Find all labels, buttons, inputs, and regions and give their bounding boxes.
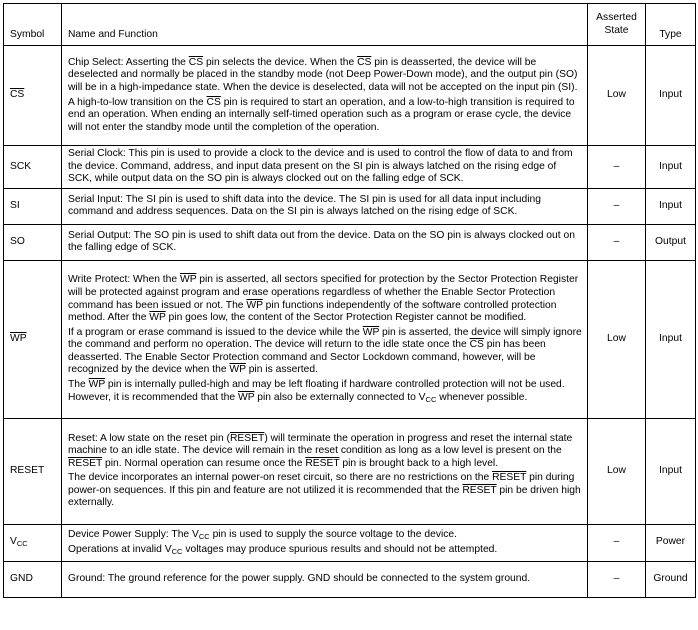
active-low-signal: $\overline{CS}$	[188, 56, 204, 68]
active-low-signal: RESET	[492, 472, 527, 484]
pin-type-cell: Input	[646, 46, 696, 146]
pin-type-cell: Input	[646, 146, 696, 189]
text-run: The device incorporates an internal power-on reset circuit, so there are no restrictions on the	[68, 472, 493, 484]
pin-description-table-container	[3, 3, 695, 598]
text-run: ) will terminate the operation in progress and reset the internal state machine to an idle state. The device will remain in the reset condition as long as a low level is present on the	[68, 432, 573, 457]
active-low-signal: $\overline{WP}$	[179, 274, 197, 286]
text-run: pin is required to start an operation, and a low-to-high transition is required to end an operation. When ending an internally self-timed operation such as a program or erase cycle, the device will not enter the standby mode until the completion of the operation.	[68, 96, 575, 133]
pin-symbol-cell	[4, 418, 62, 524]
active-low-signal: $\overline{CS}$	[357, 56, 372, 68]
asserted-state-cell: –	[588, 561, 646, 597]
active-low-signal: RESET	[229, 432, 265, 444]
asserted-state-cell: Low	[588, 260, 646, 418]
text-run: If a program or erase command is issued to the device while the	[68, 326, 363, 338]
function-paragraph	[68, 433, 582, 471]
subscript-text: CC	[16, 539, 28, 549]
pin-type-cell: Output	[646, 224, 696, 260]
text-run: pin has been deasserted. The Enable Sector Protection command and Sector Lockdown command, however, will be recognized by the device when the	[68, 339, 546, 376]
active-low-signal: $\overline{WP}$	[10, 332, 27, 344]
header-name-and-function: Name and Function	[62, 4, 588, 46]
asserted-state-cell: –	[588, 224, 646, 260]
active-low-signal: RESET	[305, 457, 340, 469]
asserted-state-cell: Low	[588, 46, 646, 146]
function-paragraph	[68, 148, 582, 186]
pin-type-cell: Power	[646, 524, 696, 561]
pin-function-cell	[62, 224, 588, 260]
text-run: pin is asserted, all sectors specified for protection by the Sector Protection Register will be protected against program and erase operations regardless of whether the Enable Sector Protection command has been issued or not. The	[68, 274, 579, 311]
pin-type-cell: Input	[646, 418, 696, 524]
pin-symbol-cell	[4, 224, 62, 260]
text-run: Serial Input: The SI pin is used to shift data into the device. The SI pin is used for all data input including command and address sequences. Data on the SI pin is always latched on the rising edge of SCK.	[68, 193, 541, 218]
pin-symbol-cell	[4, 561, 62, 597]
text-run: pin is internally pulled-high and may be left floating if hardware controlled protection will not be used. However, it is recommended that the	[68, 379, 565, 403]
text-run: A high-to-low transition on the	[68, 96, 207, 108]
function-paragraph	[68, 472, 582, 510]
subscript-text: CC	[425, 394, 437, 404]
asserted-state-cell: Low	[588, 418, 646, 524]
text-run: pin also be externally connected to V	[254, 391, 426, 403]
active-low-signal: $\overline{CS}$	[206, 96, 221, 108]
text-run: GND	[10, 572, 33, 584]
text-run: pin is used to supply the source voltage to the device.	[209, 529, 457, 541]
pin-symbol-cell	[4, 46, 62, 146]
text-run: pin selects the device. When the	[203, 56, 358, 68]
subscript-text: CC	[198, 532, 210, 542]
table-row	[4, 260, 696, 418]
table-body	[4, 4, 696, 598]
table-row	[4, 188, 696, 224]
active-low-signal: RESET	[462, 484, 497, 496]
text-run: Write Protect: When the	[68, 274, 180, 286]
text-run: pin be driven high externally.	[68, 484, 581, 509]
text-run: Ground: The ground reference for the power supply. GND should be connected to the system ground.	[68, 572, 531, 584]
pin-type-cell: Ground	[646, 561, 696, 597]
pin-symbol-cell	[4, 524, 62, 561]
text-run: V	[10, 536, 17, 548]
text-run: pin is brought back to a high level.	[339, 457, 499, 469]
header-type: Type	[646, 4, 696, 46]
pin-symbol-cell	[4, 260, 62, 418]
function-paragraph	[68, 194, 582, 219]
text-run: The	[68, 379, 89, 391]
text-run: pin is asserted.	[245, 364, 318, 376]
active-low-signal: $\overline{WP}$	[362, 326, 380, 338]
asserted-state-cell: –	[588, 188, 646, 224]
text-run: Reset: A low state on the reset pin (	[68, 432, 230, 444]
asserted-state-cell: –	[588, 146, 646, 189]
table-row	[4, 146, 696, 189]
function-paragraph	[68, 57, 582, 95]
text-run: Chip Select: Asserting the	[68, 56, 189, 68]
text-run: whenever possible.	[436, 391, 528, 403]
text-run: pin functions independently of the software controlled protection method. After the	[68, 299, 557, 324]
function-paragraph	[68, 379, 582, 404]
table-row	[4, 418, 696, 524]
active-low-signal: RESET	[68, 457, 103, 469]
table-row	[4, 224, 696, 260]
text-run: voltages may produce spurious results and should not be attempted.	[182, 543, 498, 555]
pin-function-cell	[62, 188, 588, 224]
pin-symbol-cell	[4, 146, 62, 189]
function-paragraph	[68, 327, 582, 377]
active-low-signal: $\overline{WP}$	[229, 364, 246, 376]
function-paragraph	[68, 544, 582, 557]
text-run: RESET	[10, 464, 45, 476]
text-run: Device Power Supply: The V	[68, 529, 199, 541]
text-run: pin is deasserted, the device will be deselected and normally be placed in the standby mode (not Deep Power-Down mode), and the output pin (SO) will be in a high-impedance state. When the device is deselected, data will not be accepted on the input pin (SI).	[68, 56, 578, 93]
text-run: SO	[10, 235, 25, 247]
function-paragraph	[68, 573, 582, 586]
pin-function-cell	[62, 524, 588, 561]
pin-symbol-cell	[4, 188, 62, 224]
text-run: SCK	[10, 160, 32, 172]
header-symbol: Symbol	[4, 4, 62, 46]
active-low-signal: $\overline{WP}$	[88, 379, 106, 391]
asserted-state-cell: –	[588, 524, 646, 561]
function-paragraph	[68, 97, 582, 135]
subscript-text: CC	[171, 546, 183, 556]
active-low-signal: $\overline{CS}$	[469, 339, 484, 351]
text-run: pin goes low, the content of the Sector Protection Register cannot be modified.	[165, 312, 527, 324]
text-run: Serial Output: The SO pin is used to shift data out from the device. Data on the SO pin is always clocked out on the falling edge of SCK.	[68, 229, 575, 254]
pin-function-cell	[62, 418, 588, 524]
pin-type-cell: Input	[646, 188, 696, 224]
function-paragraph	[68, 274, 582, 324]
function-paragraph	[68, 230, 582, 255]
table-row	[4, 524, 696, 561]
table-row	[4, 46, 696, 146]
active-low-signal: $\overline{CS}$	[10, 89, 25, 101]
active-low-signal: $\overline{WP}$	[246, 299, 263, 311]
text-run: pin. Normal operation can resume once the	[102, 457, 306, 469]
text-run: SI	[10, 199, 20, 211]
text-run: Operations at invalid V	[68, 543, 172, 555]
pin-function-cell	[62, 46, 588, 146]
pin-function-cell	[62, 561, 588, 597]
pin-function-cell	[62, 260, 588, 418]
function-paragraph	[68, 529, 582, 542]
header-asserted-state: Asserted State	[588, 4, 646, 46]
pin-function-cell	[62, 146, 588, 189]
text-run: pin during power-on sequences. If this pin and feature are not utilized it is recommended that the	[68, 472, 575, 496]
text-run: Serial Clock: This pin is used to provide a clock to the device and is used to control the flow of data to and from the device. Command, address, and input data present on the SI pin is always latched on the rising edge of SCK, while output data on the SO pin is always clocked out on the falling edge of SCK.	[68, 148, 573, 185]
text-run: pin is asserted, the device will simply ignore the command and perform no operation. The device will return to the idle state once the	[68, 326, 582, 351]
active-low-signal: $\overline{WP}$	[149, 312, 166, 324]
active-low-signal: $\overline{WP}$	[237, 391, 255, 403]
pin-type-cell: Input	[646, 260, 696, 418]
table-row	[4, 561, 696, 597]
pin-description-table	[3, 3, 696, 598]
table-header-row	[4, 4, 696, 46]
